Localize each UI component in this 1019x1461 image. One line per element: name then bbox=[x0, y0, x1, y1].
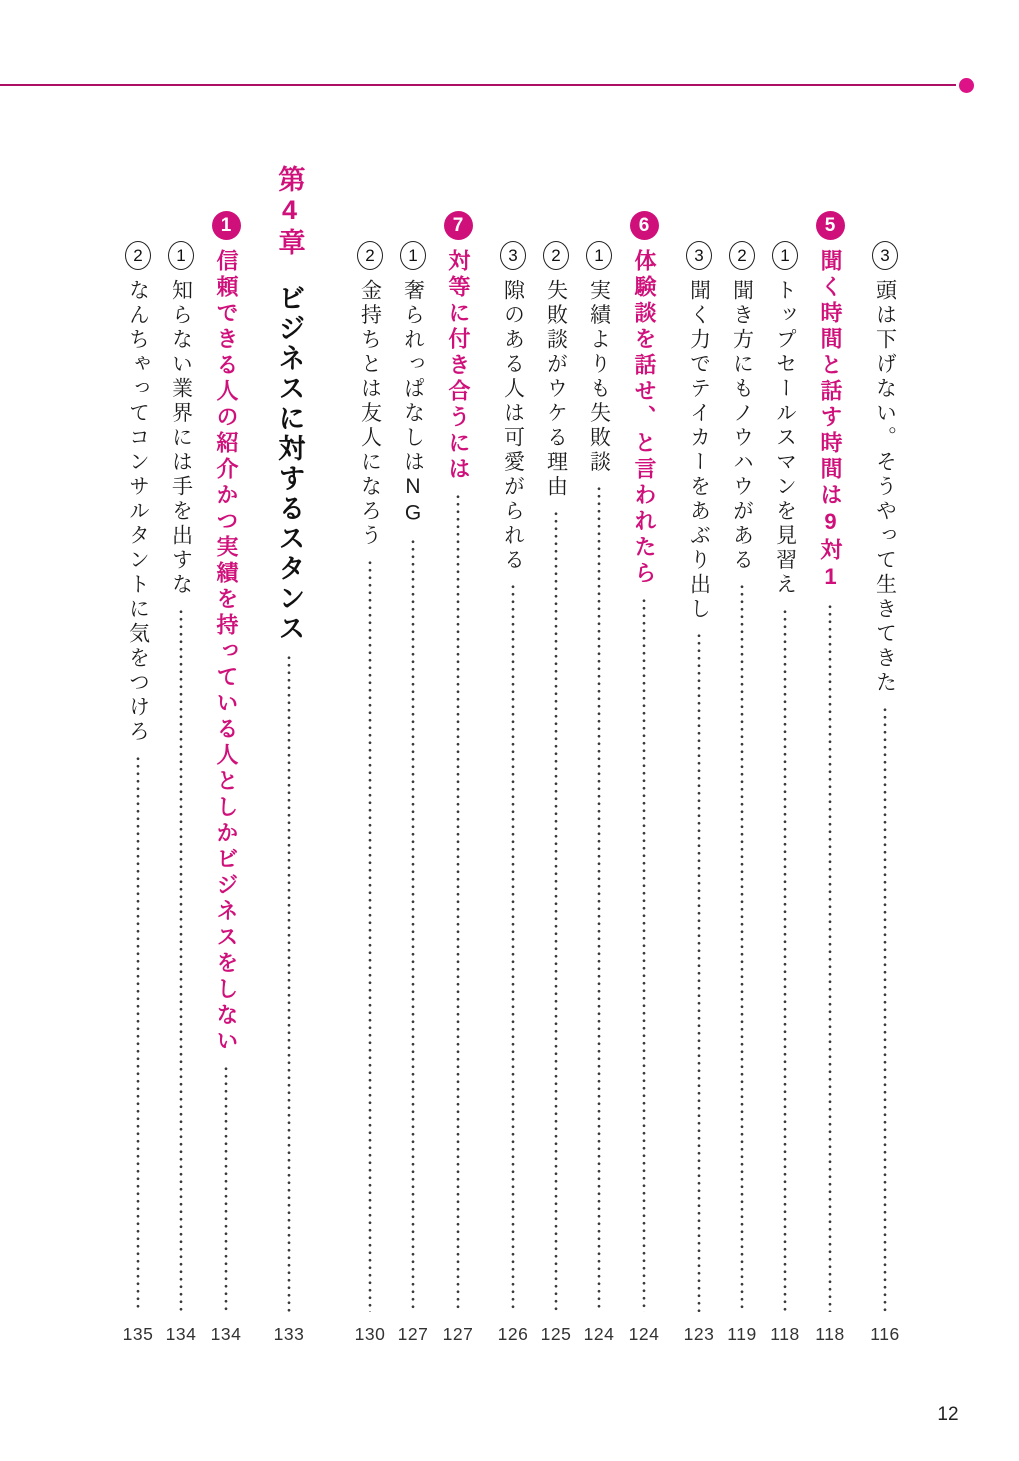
page-number: 130 bbox=[354, 1324, 386, 1344]
dotted-leader bbox=[511, 583, 515, 1312]
item-number-badge: 2 bbox=[543, 241, 569, 270]
item-number-badge: 3 bbox=[686, 241, 712, 270]
page-number: 124 bbox=[628, 1324, 660, 1344]
toc-columns bbox=[116, 165, 907, 1345]
dotted-leader bbox=[287, 654, 291, 1312]
toc-entry bbox=[349, 165, 391, 1345]
item-number-badge: 2 bbox=[125, 241, 151, 270]
item-number-badge: 1 bbox=[586, 241, 612, 270]
item-title: 聞く力でテイカーをあぶり出し bbox=[687, 279, 711, 622]
item-title: 聞き方にもノウハウがある bbox=[730, 279, 754, 573]
item-number-badge: 1 bbox=[168, 241, 194, 270]
page-number: 134 bbox=[165, 1324, 197, 1344]
dotted-leader bbox=[411, 538, 415, 1312]
item-number-badge: 3 bbox=[500, 241, 526, 270]
page-number: 123 bbox=[683, 1324, 715, 1344]
item-number-badge: 5 bbox=[816, 211, 845, 240]
dotted-leader bbox=[883, 706, 887, 1313]
item-title: 実績よりも失敗談 bbox=[587, 279, 611, 475]
item-number-badge: 1 bbox=[212, 211, 241, 240]
page-number: 127 bbox=[397, 1324, 429, 1344]
item-title: 体験談を話せ、と言われたら bbox=[632, 249, 657, 587]
page-number: 116 bbox=[870, 1324, 900, 1344]
page-number: 133 bbox=[273, 1324, 305, 1344]
item-title: 信頼できる人の紹介かつ実績を持っている人としかビジネスをしない bbox=[214, 249, 239, 1055]
toc-entry bbox=[864, 165, 906, 1345]
item-title: 失敗談がウケる理由 bbox=[544, 279, 568, 500]
item-number-badge: 1 bbox=[400, 241, 426, 270]
page-number: 119 bbox=[727, 1324, 757, 1344]
toc-entry bbox=[492, 165, 534, 1345]
item-number-badge: 3 bbox=[872, 241, 898, 270]
item-title: トップセールスマンを見習え bbox=[773, 279, 797, 598]
page-number: 126 bbox=[497, 1324, 529, 1344]
page-number: 124 bbox=[583, 1324, 615, 1344]
item-number-badge: 7 bbox=[444, 211, 473, 240]
dotted-leader bbox=[597, 485, 601, 1312]
toc-entry bbox=[435, 165, 481, 1345]
dotted-leader bbox=[224, 1065, 228, 1312]
toc-entry bbox=[203, 165, 249, 1345]
item-title: 聞く時間と話す時間は9対1 bbox=[818, 249, 843, 593]
toc-entry bbox=[160, 165, 202, 1345]
top-rule bbox=[0, 84, 956, 86]
item-number-badge: 1 bbox=[772, 241, 798, 270]
toc-entry bbox=[392, 165, 434, 1345]
toc-entry bbox=[621, 165, 667, 1345]
item-title: 知らない業界には手を出すな bbox=[169, 279, 193, 598]
chapter-gap bbox=[289, 258, 290, 284]
dotted-leader bbox=[740, 583, 744, 1312]
dotted-leader bbox=[554, 510, 558, 1313]
dotted-leader bbox=[136, 755, 140, 1313]
dotted-leader bbox=[642, 597, 646, 1312]
toc-entry bbox=[578, 165, 620, 1345]
toc-entry bbox=[764, 165, 806, 1345]
toc-entry bbox=[535, 165, 577, 1345]
page-number: 135 bbox=[122, 1324, 154, 1344]
item-number-badge: 2 bbox=[357, 241, 383, 270]
item-title: 金持ちとは友人になろう bbox=[358, 279, 382, 549]
toc-chapter-entry bbox=[260, 165, 318, 1345]
item-title: 奢られっぱなしはNG bbox=[401, 279, 425, 528]
page-number: 134 bbox=[210, 1324, 242, 1344]
toc-entry bbox=[117, 165, 159, 1345]
rule-end-dot-icon bbox=[959, 78, 974, 93]
dotted-leader bbox=[456, 493, 460, 1312]
item-number-badge: 2 bbox=[729, 241, 755, 270]
toc-entry bbox=[721, 165, 763, 1345]
dotted-leader bbox=[697, 632, 701, 1312]
dotted-leader bbox=[783, 608, 787, 1313]
item-title: なんちゃってコンサルタントに気をつけろ bbox=[126, 279, 150, 745]
toc-entry bbox=[678, 165, 720, 1345]
page-number: 118 bbox=[815, 1324, 845, 1344]
dotted-leader bbox=[828, 603, 832, 1312]
item-title: 対等に付き合うには bbox=[446, 249, 471, 483]
folio-page-number: 12 bbox=[937, 1404, 959, 1425]
item-title: 頭は下げない。そうやって生きてきた bbox=[873, 279, 897, 696]
toc-entry bbox=[807, 165, 853, 1345]
page-number: 118 bbox=[770, 1324, 800, 1344]
chapter-number-label: 第4章 bbox=[274, 165, 305, 258]
dotted-leader bbox=[368, 559, 372, 1313]
dotted-leader bbox=[179, 608, 183, 1313]
item-title: ビジネスに対するスタンス bbox=[274, 284, 305, 644]
page-number: 125 bbox=[540, 1324, 572, 1344]
item-number-badge: 6 bbox=[630, 211, 659, 240]
page-number: 127 bbox=[442, 1324, 474, 1344]
item-title: 隙のある人は可愛がられる bbox=[501, 279, 525, 573]
